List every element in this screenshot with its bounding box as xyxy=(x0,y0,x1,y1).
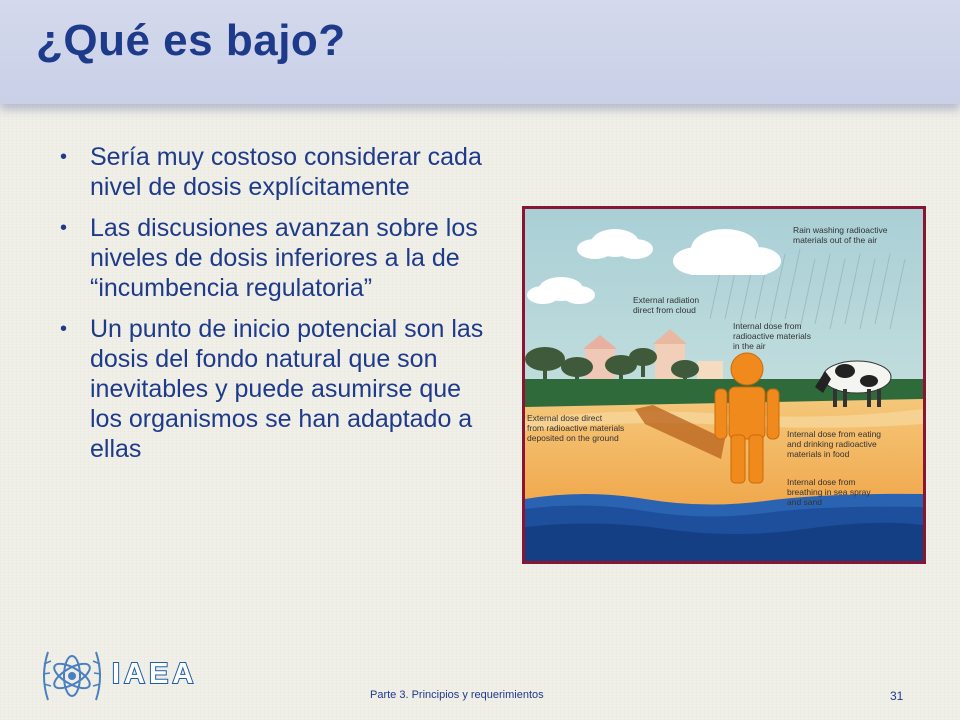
radiation-exposure-illustration xyxy=(522,206,926,564)
illustration-svg xyxy=(525,209,923,561)
label-internal-sea: Internal dose from breathing in sea spray and sand xyxy=(787,477,871,507)
bullet-text: Sería muy costoso considerar cada nivel de dosis explícitamente xyxy=(90,143,482,201)
footer-caption: Parte 3. Principios y requerimientos xyxy=(370,689,544,701)
iaea-logo xyxy=(38,642,106,715)
iaea-wordmark: IAEA xyxy=(112,658,198,690)
page-number: 31 xyxy=(890,689,904,703)
label-internal-food: Internal dose from eating and drinking radioactive materials in food xyxy=(787,429,882,459)
bullet-text: Un punto de inicio potencial son las dosis del fondo natural que son inevitables y puede asumirse que los organismos se han adaptado a ellas xyxy=(90,315,484,463)
bullet-icon: • xyxy=(60,217,68,239)
bullet-item xyxy=(58,314,490,464)
label-internal-air: Internal dose from radioactive materials in the air xyxy=(733,321,811,351)
bullet-icon: • xyxy=(60,146,68,168)
label-rain: Rain washing radioactive materials out of the air xyxy=(793,225,888,245)
label-external-cloud: External radiation direct from cloud xyxy=(633,295,700,315)
bullet-item xyxy=(58,213,490,303)
bullet-item xyxy=(58,142,490,202)
bullet-list xyxy=(58,142,490,475)
label-external-ground: External dose direct from radioactive materials deposited on the ground xyxy=(527,413,625,443)
bullet-text: Las discusiones avanzan sobre los niveles de dosis inferiores a la de “incumbencia regulatoria” xyxy=(90,214,478,302)
slide-title: ¿Qué es bajo? xyxy=(36,16,346,65)
bullet-icon: • xyxy=(60,318,68,340)
atom-emblem-icon xyxy=(38,642,106,710)
